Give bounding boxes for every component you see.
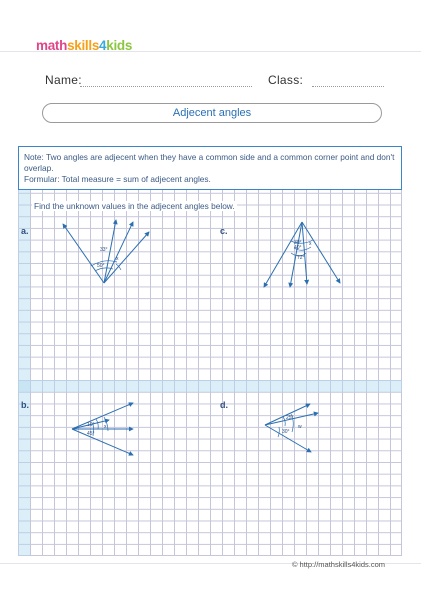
unknown-a: x: [116, 256, 119, 262]
footer-url[interactable]: © http://mathskills4kids.com: [291, 560, 385, 569]
unknown-c: x: [309, 241, 312, 247]
angle-c3: 72°: [297, 255, 305, 261]
angle-b1: 10°: [87, 422, 95, 428]
angle-a1: 33°: [100, 247, 108, 253]
logo-part-4: 4: [99, 38, 107, 53]
logo-part-skills: skills: [67, 38, 100, 53]
worksheet-title-text: Adjecent angles: [172, 107, 252, 119]
arc-d2: [278, 427, 279, 437]
arc-d1: [283, 417, 285, 426]
problem-b-label: b.: [21, 400, 29, 410]
angle-d1: 25°: [286, 415, 294, 421]
logo-part-math: math: [36, 38, 68, 53]
angle-d2: 30°: [282, 429, 290, 435]
figure-d-rays: [265, 404, 318, 452]
note-definition: Note: Two angles are adjecent when they have a common side and a common corner point and don't overlap.: [24, 152, 395, 173]
name-label: Name:: [45, 73, 82, 87]
problem-c-label: c.: [220, 226, 228, 236]
note-formula: Formular: Total measure = sum of adjecent angles.: [24, 174, 211, 184]
unknown-b: x: [104, 424, 107, 430]
problem-a-label: a.: [21, 226, 29, 236]
class-label: Class:: [268, 73, 304, 87]
angle-a2: 50°: [97, 263, 105, 269]
logo-part-kids: kids: [106, 38, 133, 53]
angle-c2: 40°: [294, 245, 302, 251]
instructions: Find the unknown values in the adjecent angles below.: [34, 201, 235, 211]
angle-c1: 30°: [294, 240, 302, 246]
problem-d-label: d.: [220, 400, 228, 410]
angle-b2: 45°: [87, 431, 95, 437]
unknown-d: w: [298, 424, 302, 430]
